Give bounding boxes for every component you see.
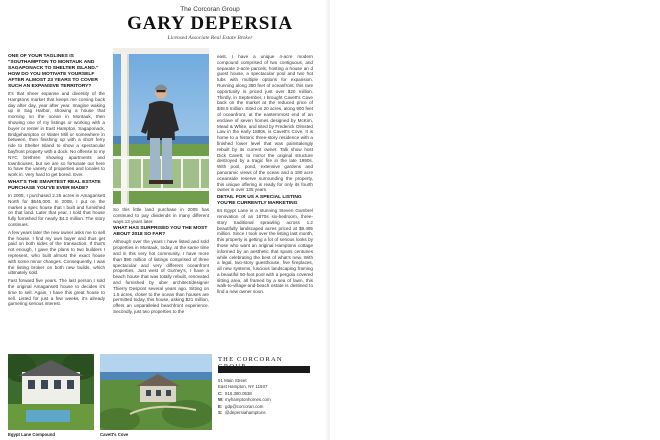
cell-label: C:: [218, 390, 223, 396]
social-value[interactable]: @depersiahamptons: [225, 410, 266, 416]
contact-block: [218, 378, 318, 416]
header-company: The Corcoran Group: [180, 6, 240, 13]
answer-4: 84 Egypt Lane is a stunning Steven Gambrel renovation of an 1870s six-bedroom, three-story traditional sprawling across 1.2 beautifully landscaped acres priced at $8.495 million. Since I took over the listing last month, this property is getting a lot of serious looks by those who want an original Hamptons cottage informed by an aesthetic that spans centuries while celebrating the best of what's new. With a legal, two-story guesthouse, five fireplaces, all new systems, luscious landscaping framing a beautiful 50-foot pool with a pergola covered sitting area, all framed by a sea of lawn, this walk-to-village-and-beach estate is destined to find a new owner soon.: [217, 208, 313, 295]
question-3: WHAT HAS SURPRISED YOU THE MOST ABOUT 2018 SO FAR?: [113, 226, 208, 238]
answer-2-part-1: In 2005, I purchased 2.25 acres in Amagansett North for $645,000. In 2008, I put on the market a spec house that I built and furnished on that land. Later that year, I sold that house fully furnished for nearly $4.2 million. The story continues.: [8, 192, 105, 227]
question-2: WHAT'S THE SMARTEST REAL ESTATE PURCHASE YOU'VE EVER MADE?: [8, 179, 101, 191]
blank-right-page: [330, 0, 660, 440]
answer-1: It's that sheer expanse and diversity of the Hamptons market that keeps me coming back day after day, year after year. Imagine waking up in Sag Harbor, showing a house that morning on the ocean in Montauk, then showing one of my listings or working with a buyer or renter in East Hampton, Sagaponack, Bridgehampton or Water Mill or somewhere in between, then finishing up with a short ferry ride to Shelter Island to show a spectacular bayfront property with a dock. No offense to my NYC brethren showing apartments and townhouses, but we are so fortunate out here to have the variety of properties and locales to work in. Very hard to get bored. Ever.: [8, 91, 105, 178]
email-value[interactable]: gdp@corcoran.com: [225, 403, 264, 409]
social-label: S:: [218, 410, 223, 416]
contact-company: THE CORCORAN: [218, 356, 283, 363]
cell-value: 516.380.0538: [225, 390, 252, 396]
cavetts-cove-photo: [100, 354, 212, 430]
web-value[interactable]: myhamptonhomes.com: [225, 397, 271, 403]
answer-3-part-2: east, I have a unique 4-acre modern compound comprised of two contiguous, and separate 2-acre parcels, hosting a house an d guest house, a spectacular pool and two hot tubs with multiple options for expansion. Running along 380 feet of oceanfront, this rare opportunity is priced just over $20 million. Thirdly, in September, I brought Cavett's Cove back on the market at the reduced price of $48.5 million. Sited on 20 acres, along 900 feet of oceanfront, at the easternmost end of an enclave of seven homes designed by McKim, Mead & White, and sited by Frederick Olmsted Law in the early 1880s, is Cavett's Cove. It is home to a historic three-story residence with a finished lower level that was painstakingly rebuilt by its current owner. Talk show host Dick Cavett, to mirror the original structure destroyed by a tragic fire in the late 1990s. With pool, pond, extensive gardens and panoramic views of the ocean and a 190 acre oceanside reserve surrounding the property, this unique offering is ready for only its fourth owner in over 135 years.: [217, 54, 313, 193]
page-title: GARY DEPERSIA: [127, 13, 293, 34]
question-1: ONE OF YOUR TAGLINES IS "SOUTHAMPTON TO MONTAUK AND SAGAPONACK TO SHELTER ISLAND." HOW DO YOU MOTIVATE YOURSELF AFTER ALMOST 23 YEARS TO COVER SUCH AN EXPANSIVE TERRITORY?: [8, 54, 99, 89]
answer-2-part-4: So this little land purchase in 2005 has continued to pay dividends in many different ways 13 years later.: [113, 207, 209, 224]
answer-2-part-3: Fast forward five years. The last person I sold the original Amagansett house to decides it's time to sell. Again, I have this great house to sell. Listed for just a few weeks, it's already garnering serious interest.: [8, 278, 105, 307]
web-label: W:: [218, 397, 224, 403]
contact-social-row: [218, 410, 318, 416]
portrait-photo: [113, 48, 209, 204]
address-line-1: 51 Main Street: [218, 378, 247, 383]
contact-divider-bar: [218, 366, 310, 373]
article-column-2: [113, 207, 209, 367]
answer-2-part-2: A few years later the new owner asks me to sell the house. I find my own buyer and thus get paid on both sides of the transaction. If that's not enough, I gave the plans to two builders I represent, who built almost the exact house with some minor changes. Consequently, I was the listing broker on both new builds, which ultimately sold.: [8, 229, 105, 276]
header-subtitle: Licensed Associate Real Estate Broker: [167, 35, 253, 41]
article-column-1: [8, 54, 105, 366]
email-label: E:: [218, 403, 223, 409]
answer-3: Although over the years I have listed and sold properties in Montauk, today, at the same time and in this very hot community, I have more than $90 million of listings comprised of three spectacular and very different oceanfront properties. Just west of Gurney's, I have a beach house that was totally rebuilt, renovated and furnished by uber architect/designer Thierry Despont several years ago. Sitting on 1.5 acres, closer to the ocean than houses are permitted today, this house, asking $21 million, offers an unparalleled beachfront experience. Secondly, just two properties to the: [113, 239, 209, 314]
photo-caption-1: Egypt Lane Compound: [8, 432, 56, 437]
egypt-lane-photo: [8, 354, 94, 430]
article-column-3: [217, 54, 313, 366]
photo-caption-2: Cavett's Cove: [100, 432, 129, 437]
question-4: DETAIL FOR US A SPECIAL LISTING YOU'RE CURRENTLY MARKETING: [217, 195, 302, 207]
address-line-2: East Hampton, NY 11937: [218, 384, 268, 390]
